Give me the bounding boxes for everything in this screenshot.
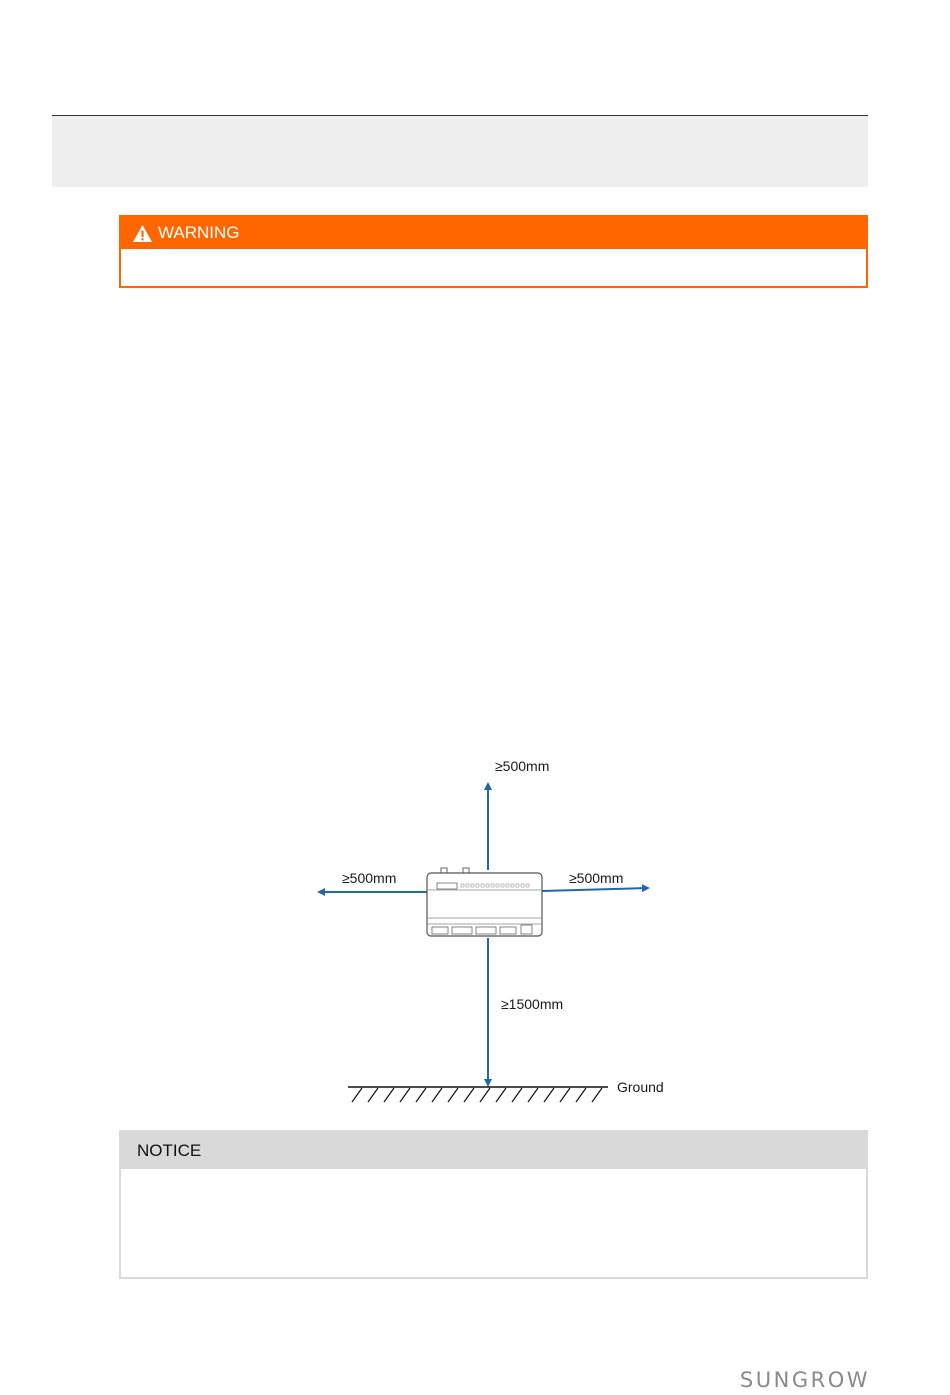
bottom-clearance-label: ≥1500mm [501, 996, 564, 1012]
section-heading-band [52, 116, 868, 187]
right-clearance-label: ≥500mm [569, 870, 624, 886]
warning-header [121, 217, 866, 249]
sungrow-logo: SUNGROW [739, 1368, 870, 1392]
warning-label: WARNING [158, 223, 240, 242]
warning-triangle-icon [132, 224, 153, 243]
installation-clearance-figure [300, 750, 680, 1110]
warning-box [119, 215, 868, 288]
right-clearance-arrow [542, 888, 648, 891]
top-clearance-label: ≥500mm [495, 758, 550, 774]
ground-hatching [348, 1087, 608, 1102]
notice-label: NOTICE [137, 1140, 202, 1160]
left-clearance-label: ≥500mm [342, 870, 397, 886]
notice-header [121, 1132, 866, 1169]
ground-label: Ground [617, 1079, 664, 1095]
logger-device [427, 868, 542, 936]
notice-box [119, 1130, 868, 1279]
